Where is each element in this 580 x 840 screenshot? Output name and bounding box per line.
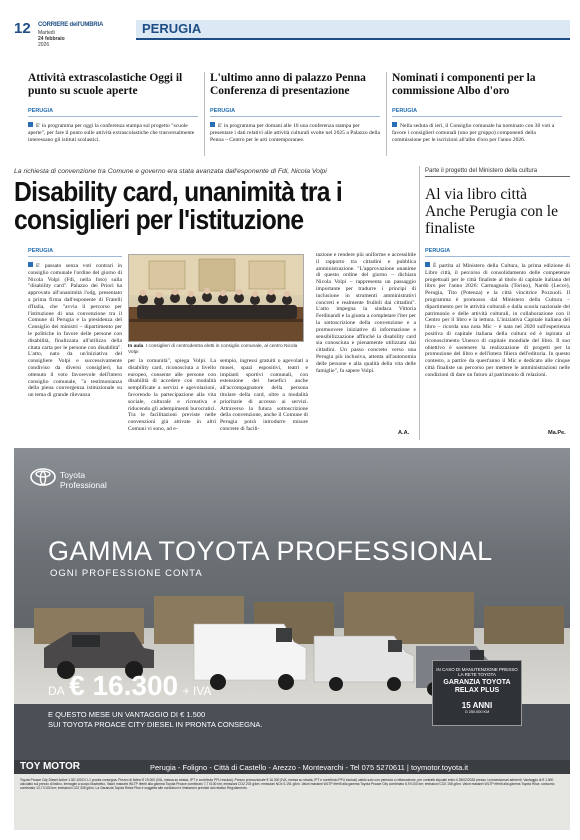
square-bullet-icon — [392, 122, 397, 127]
main-overline: La richiesta di convenzione tra Comune e governo era stata avanzata dall'esponente di Fdi, Nicola Volpi — [14, 168, 327, 175]
brief-title: Nominati i componenti per la commissione Albo d'oro — [392, 72, 536, 97]
section-label: PERUGIA — [142, 21, 202, 36]
issue-date: Martedì 24 febbraio 2026 — [38, 30, 65, 48]
brief-text: E' in programma per oggi la conferenza stampa sul progetto "scuole aperte", per fare il punto sulle attività extrascolastiche che trasversalmente interessano gli istituti scolastici. — [28, 123, 195, 143]
council-photo — [128, 254, 304, 342]
article-column-2: per la comunità", spiega Volpi. La disability card, riconosciuta a livello europeo, consente alle persone con disabilità di accedere con modalità semplificate a servizi e agevolazioni, favorendo la partecipazione alla vita sociale, culturale e ricreativa e riducendo gli adempimenti burocratici. Tra le facilitazioni previste nelle convenzioni già attivate in altri Comuni vi sono, ad e- — [128, 358, 216, 432]
column-divider — [419, 166, 420, 440]
dealer-bar — [14, 760, 570, 774]
side-kicker: PERUGIA — [425, 248, 570, 257]
ad-price: DA € 16.300 + IVA — [48, 670, 212, 701]
side-signature: Ma.Pe. — [548, 430, 566, 436]
column-divider — [204, 72, 205, 156]
square-bullet-icon — [28, 122, 33, 127]
newspaper-logo: CORRIERE dell'UMBRIA — [38, 22, 104, 28]
square-bullet-icon — [425, 262, 430, 267]
brief-kicker: PERUGIA — [210, 108, 380, 117]
brief-kicker: PERUGIA — [28, 108, 198, 117]
side-overline: Parte il progetto del Ministero della cultura — [425, 168, 570, 177]
warranty-badge: IN CASO DI MANUTENZIONE PRESSO LA RETE TOYOTA GARANZIA TOYOTA RELAX PLUS 15 ANNI O 250.000 KM — [432, 660, 522, 726]
section-banner — [136, 20, 570, 38]
brief-text: Nella seduta di ieri, il Consiglio comunale ha nominato con 30 voti a favore i consiglieri comunali (uno per gruppo) componenti della commissione per le iscrizioni all'albo d'oro per l'anno 2026. — [392, 123, 555, 143]
main-headline: Disability card, unanimità tra i consiglieri per l'istituzione — [14, 176, 343, 235]
brief-scuole-aperte — [28, 72, 198, 144]
square-bullet-icon — [28, 262, 33, 267]
brief-albo-doro — [392, 72, 562, 144]
ad-subhead: OGNI PROFESSIONE CONTA — [50, 568, 203, 579]
square-bullet-icon — [210, 122, 215, 127]
dealer-name: TOY MOTOR — [20, 761, 81, 772]
ad-headline: GAMMA TOYOTA PROFESSIONAL — [48, 536, 493, 566]
brief-text: E' in programma per domani alle 10 una conferenza stampa per presentare i dati relativi alle attività culturali svolte nel 2025 a Palazzo della Penna – Centro per le arti contemporanee. — [210, 123, 380, 143]
ad-brand: Toyota Professional — [60, 470, 107, 490]
article-column-1: E' passato senza voti contrari in consiglio comunale l'ordine del giorno di Nicola Volpi (Fdi, nella foto) sulla "disability card". Palazzo dei Priori ha approvato all'unanimità l'odg, presentato a prima firma dall'esponente di Fratelli d'Italia, che "avvia il percorso per l'istituzione di una convenzione tra il Comune di Perugia e la presidenza del Consiglio dei ministri – dipartimento per le politiche in favore delle persone con disabilità, finalizzata all'utilizzo della citata carta per le persone con disabilità". L'atto, nato da un'iniziativa del consigliere Volpi e successivamente condiviso da diversi consiglieri, ha ottenuto il voto favorevole dell'intero consiglio comunale, "a testimonianza della piena convergenza istituzionale su un tema di grande rilevanza — [28, 263, 122, 399]
brief-title: L'ultimo anno di palazzo Penna Conferenza di presentazione — [210, 72, 366, 97]
article-column-3: sempio, ingressi gratuiti o agevolati a musei, spazi espositivi, teatri e impianti sportivi comunali, con estensione dei benefici anche all'accompagnatore della persona titolare della card, oltre a modalità prioritarie di accesso ai servizi. Attraverso la futura sottoscrizione della convenzione, anche il Comune di Perugia potrà introdurre misure concrete di facili- — [220, 358, 308, 432]
header-rule — [136, 38, 570, 40]
ad-fine-print: Toyota Proace City Diesel Active 1.5D 100CV L1 pronta consegna. Prezzo di listino € 19.000 (IVA, messa su strada, IPT e contributo PFU esclusi). Prezzo promozionale € 16.300 (IVA, messa su strada, IPT e contributo PFU esclusi) valido solo con permuta o rottamazione, per contratti stipulati entro il 28/02/2026 presso i concessionari aderenti. Vantaggio di € 1.500 calcolato sul prezzo di listino. Immagini a scopo illustrativo. Valori massimi WLTP riferiti alla gamma Toyota Proace combinato 7,7 l/100 km; emissioni CO2 203 g/km; emissioni NOx 0,191 g/km. Valori massimi WLTP riferiti alla gamma Toyota Proace City combinato 6,9 l/100 km; emissioni CO2 156 g/km. Valori massimi WLTP riferiti alla gamma Toyota Hilux: consumo combinato 12,7 l/100 km; emissioni CO2 335 g/km. La Garanzia Toyota Relax Plus è soggetta alle condizioni e limitazioni previste dal relativo Regolamento. — [20, 778, 555, 791]
main-signature: A.A. — [398, 430, 410, 436]
page-header — [14, 20, 570, 48]
column-divider — [386, 72, 387, 156]
side-text: È partita al Ministero della Cultura, la prima edizione di Libro città, il percorso di consolidamento delle competenze progettuali per le città finaliste al titolo di capitale italiana del libro per l'anno 2026: Carmagnola (Torino), Nardò (Lecce), Perugia, Tito (Potenza) e la città vincitrice Pozzuoli. Il programma è promosso dal Ministero della Cultura – dipartimento per le attività culturali e dalla scuola nazionale del patrimonio e delle attività culturali, in collaborazione con il Centro per il libro e la lettura. L'iniziativa Capitale italiana del libro – ricorda una nota Mic – è nata nel 2020 sull'esperienza positiva di capitale italiana della cultura ed è ispirata al riconoscimento Unesco di capitale mondiale del libro. Il suo obiettivo è sostenere la realizzazione di progetti per la promozione del libro e dell'intera filiera dell'editoria. In questo contesto, a partire da quest'anno il Mic e dedicato alle cinque città finaliste un percorso per mettere le amministrazioni nelle condizioni di dare un futuro al patrimonio di relazioni. — [425, 263, 570, 378]
main-kicker: PERUGIA — [28, 248, 122, 257]
photo-caption: In aula I consiglieri di centrodestra eletti in consiglio comunale, al centro Nicola Volpi — [128, 344, 298, 355]
toyota-logo-icon — [30, 468, 56, 486]
brief-kicker: PERUGIA — [392, 108, 562, 117]
ad-offer: E QUESTO MESE UN VANTAGGIO DI € 1.500 SUI TOYOTA PROACE CITY DIESEL IN PRONTA CONSEGNA. — [48, 710, 263, 729]
brief-palazzo-penna — [210, 72, 380, 144]
page-number: 12 — [14, 20, 31, 37]
article-column-4: tazione e rendere più uniforme e accessibile il rapporto tra cittadini e pubblica amministrazione. "L'approvazione unanime di questo ordine del giorno – dichiara Nicola Volpi – rappresenta un passaggio importante per tradurre i principi di inclusione in strumenti amministrativi concreti e realmente fruibili dai cittadini". L'atto impegna la sindaca Vittoria Ferdinandi e la giunta a completare l'iter per la sottoscrizione della convenzione e a promuovere iniziative di informazione e sensibilizzazione affinché la disability card sia conosciuta e pienamente utilizzata dai cittadini. Un passo concreto verso una Perugia più inclusiva, attenta all'autonomia delle persone e alla qualità della vita delle famiglie", fa sapere Volpi. — [316, 252, 416, 374]
brief-title: Attività extrascolastiche Oggi il punto su scuole aperte — [28, 72, 183, 97]
side-headline: Al via libro città Anche Perugia con le finaliste — [425, 186, 558, 237]
dealer-locations: Perugia - Foligno - Città di Castello - Arezzo - Montevarchi - Tel 075 5270611 | toymotor.toyota.it — [150, 763, 469, 772]
toyota-advertisement — [14, 448, 570, 830]
